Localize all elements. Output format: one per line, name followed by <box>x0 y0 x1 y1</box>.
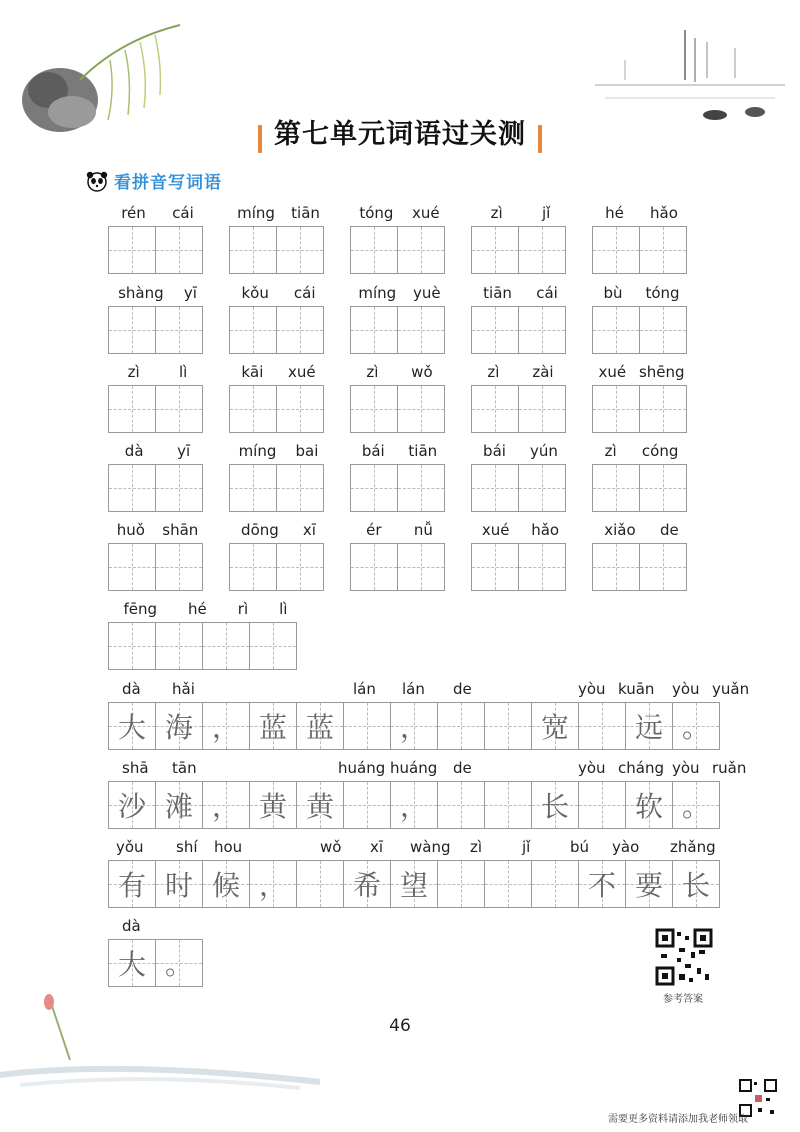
sentence-pinyin: zì <box>470 838 483 856</box>
sentence-char: 。 <box>681 711 710 744</box>
pinyin-syllable: hé <box>188 600 207 618</box>
sentence-char: 宽 <box>540 711 569 744</box>
pinyin-syllable: wǒ <box>411 363 433 381</box>
pinyin-syllable: bái <box>483 442 506 460</box>
pinyin-syllable: cái <box>536 284 558 302</box>
pinyin-syllable: xué <box>481 521 510 539</box>
sentence-cell-blank[interactable] <box>343 781 391 829</box>
sentence-cell-filled <box>672 860 720 908</box>
pinyin-syllable: yuè <box>412 284 441 302</box>
sentence-cell-blank[interactable] <box>343 702 391 750</box>
page-title: 第七单元词语过关测 <box>274 119 526 150</box>
sentence-pinyin: yòu <box>578 680 606 698</box>
pinyin-syllable: cóng <box>641 442 679 460</box>
sentence-pinyin: de <box>453 680 472 698</box>
pinyin-syllable: rì <box>237 600 249 618</box>
pinyin-syllable: shēng <box>638 363 685 381</box>
sentence-cell-filled <box>108 702 156 750</box>
pinyin-syllable: zì <box>127 363 140 381</box>
sentence-cell-blank[interactable] <box>578 781 626 829</box>
sentence-pinyin: shā <box>122 759 149 777</box>
pinyin-syllable: kǒu <box>241 284 269 302</box>
sentence-pinyin: xī <box>370 838 384 856</box>
sentence-cell-filled <box>296 702 344 750</box>
sentence-pinyin: hǎi <box>172 680 195 698</box>
sentence-char: ， <box>211 711 240 744</box>
pinyin-syllable: hǎo <box>650 204 678 222</box>
sentence-cell-blank[interactable] <box>578 702 626 750</box>
pinyin-syllable: jǐ <box>541 204 551 222</box>
pinyin-syllable: huǒ <box>116 521 145 539</box>
section-label: 看拼音写词语 <box>114 173 222 193</box>
sentence-cell-filled <box>155 939 203 987</box>
pinyin-syllable: shān <box>162 521 199 539</box>
sentence-pinyin: lán <box>402 680 425 698</box>
pinyin-syllable: bù <box>603 284 623 302</box>
sentence-cell-filled <box>202 781 250 829</box>
pinyin-syllable: fēng <box>123 600 158 618</box>
sentence-pinyin: shí <box>176 838 198 856</box>
pinyin-syllable: tiān <box>291 204 320 222</box>
sentence-pinyin: dà <box>122 680 141 698</box>
sentence-line <box>108 838 732 913</box>
sentence-char: 长 <box>540 790 569 823</box>
pinyin-syllable: lì <box>178 363 188 381</box>
sentence-cell-filled <box>296 781 344 829</box>
sentence-char: 软 <box>634 790 663 823</box>
sentence-cell-blank[interactable] <box>484 702 532 750</box>
sentence-pinyin: jǐ <box>522 838 531 856</box>
sentence-pinyin: lán <box>353 680 376 698</box>
sentence-char: 长 <box>681 869 710 902</box>
sentence-cell-filled <box>390 860 438 908</box>
sentence-char: 希 <box>352 869 381 902</box>
sentence-cell-filled <box>625 860 673 908</box>
pinyin-syllable: xiǎo <box>604 521 636 539</box>
sentence-cell-blank[interactable] <box>484 860 532 908</box>
sentence-pinyin: yuǎn <box>712 680 750 698</box>
sentence-char: 滩 <box>164 790 193 823</box>
pinyin-syllable: zài <box>532 363 554 381</box>
sentence-cell-filled <box>672 781 720 829</box>
pinyin-syllable: nǚ <box>413 521 433 539</box>
sentence-pinyin: yǒu <box>116 838 144 856</box>
sentence-cell-blank[interactable] <box>484 781 532 829</box>
sentence-cell-filled <box>531 702 579 750</box>
sentence-line <box>108 680 750 755</box>
sentence-pinyin: yòu <box>578 759 606 777</box>
pinyin-syllable: yī <box>183 284 197 302</box>
sentence-line <box>108 759 747 834</box>
sentence-cell-blank[interactable] <box>437 781 485 829</box>
pinyin-syllable: xué <box>598 363 627 381</box>
sentence-char: 蓝 <box>305 711 334 744</box>
sentence-char: 蓝 <box>258 711 287 744</box>
sentence-char: 黄 <box>305 790 334 823</box>
sentence-char: 海 <box>164 711 193 744</box>
sentence-pinyin: zhǎng <box>670 838 716 856</box>
sentence-line <box>108 917 204 992</box>
sentence-cell-blank[interactable] <box>531 860 579 908</box>
sentence-char: 要 <box>634 869 663 902</box>
pinyin-syllable: míng <box>358 284 397 302</box>
pinyin-syllable: ér <box>366 521 382 539</box>
pinyin-syllable: shàng <box>118 284 164 302</box>
sentence-char: 。 <box>164 948 193 981</box>
sentence-char: 沙 <box>117 790 146 823</box>
sentence-cell-filled <box>155 702 203 750</box>
sentence-pinyin: yòu <box>672 680 700 698</box>
sentence-char: 黄 <box>258 790 287 823</box>
sentence-pinyin: ruǎn <box>712 759 747 777</box>
pinyin-syllable: hǎo <box>531 521 560 539</box>
sentence-cell-filled <box>625 781 673 829</box>
sentence-cell-filled <box>531 781 579 829</box>
pinyin-syllable: bai <box>295 442 319 460</box>
pinyin-syllable: tóng <box>359 204 394 222</box>
page-number: 46 <box>389 1016 411 1036</box>
pinyin-syllable: xī <box>302 521 316 539</box>
sentence-cell-filled <box>155 860 203 908</box>
sentence-cell-filled <box>108 939 156 987</box>
pinyin-syllable: zì <box>487 363 500 381</box>
sentence-char: 望 <box>399 869 428 902</box>
qr-caption: 参考答案 <box>663 994 703 1005</box>
sentence-char: 大 <box>117 948 146 981</box>
sentence-char: 不 <box>587 869 616 902</box>
sentence-cell-filled <box>390 702 438 750</box>
pinyin-syllable: yī <box>177 442 191 460</box>
sentence-char: 时 <box>164 869 193 902</box>
sentence-cell-blank[interactable] <box>437 860 485 908</box>
sentence-cell-filled <box>108 781 156 829</box>
pinyin-syllable: yún <box>530 442 558 460</box>
sentence-pinyin: yào <box>612 838 640 856</box>
sentence-cell-filled <box>249 702 297 750</box>
sentence-char: 大 <box>117 711 146 744</box>
sentence-pinyin: huáng <box>390 759 438 777</box>
sentence-cell-filled <box>249 781 297 829</box>
sentence-cell-filled <box>390 781 438 829</box>
sentence-pinyin: yòu <box>672 759 700 777</box>
pinyin-syllable: rén <box>121 204 146 222</box>
pinyin-syllable: dōng <box>241 521 279 539</box>
sentence-char: 。 <box>681 790 710 823</box>
answer-qr-code[interactable] <box>655 928 713 986</box>
sentence-char: 候 <box>211 869 240 902</box>
sentence-char: ， <box>399 711 428 744</box>
sentence-pinyin: wǒ <box>320 838 342 856</box>
pinyin-syllable: xué <box>412 204 440 222</box>
pinyin-syllable: zì <box>490 204 503 222</box>
pinyin-syllable: hé <box>605 204 624 222</box>
pinyin-syllable: bái <box>361 442 385 460</box>
pinyin-syllable: kāi <box>241 363 264 381</box>
pinyin-syllable: tiān <box>408 442 438 460</box>
sentence-char: ， <box>258 869 287 902</box>
pinyin-syllable: cái <box>293 284 316 302</box>
sentence-cell-filled <box>625 702 673 750</box>
sentence-pinyin: kuān <box>618 680 655 698</box>
sentence-cell-filled <box>155 781 203 829</box>
pinyin-syllable: tóng <box>645 284 680 302</box>
sentence-char: ， <box>399 790 428 823</box>
sentence-pinyin: hou <box>214 838 243 856</box>
pinyin-syllable: tiān <box>483 284 512 302</box>
sentence-pinyin: dà <box>122 917 141 935</box>
pinyin-syllable: de <box>660 521 679 539</box>
footer-note: 需要更多资料请添加我老师领取 <box>608 1114 748 1125</box>
pinyin-syllable: lì <box>279 600 288 618</box>
sentence-pinyin: cháng <box>618 759 664 777</box>
sentence-pinyin: tān <box>172 759 197 777</box>
sentence-cell-filled <box>672 702 720 750</box>
pinyin-syllable: dà <box>124 442 144 460</box>
pinyin-syllable: míng <box>238 442 277 460</box>
pinyin-syllable: míng <box>237 204 275 222</box>
sentence-pinyin: huáng <box>338 759 386 777</box>
sentence-pinyin: wàng <box>410 838 451 856</box>
sentence-cell-filled <box>578 860 626 908</box>
pinyin-syllable: cái <box>172 204 194 222</box>
sentence-cell-filled <box>108 860 156 908</box>
sentence-pinyin: de <box>453 759 472 777</box>
sentence-cell-filled <box>202 860 250 908</box>
sentence-cell-blank[interactable] <box>296 860 344 908</box>
sentence-cell-filled <box>249 860 297 908</box>
sentence-char: ， <box>211 790 240 823</box>
sentence-cell-filled <box>343 860 391 908</box>
sentence-cell-blank[interactable] <box>437 702 485 750</box>
pinyin-syllable: zì <box>366 363 379 381</box>
sentence-cell-filled <box>202 702 250 750</box>
sentence-char: 远 <box>634 711 663 744</box>
pinyin-syllable: zì <box>604 442 617 460</box>
sentence-char: 有 <box>117 869 146 902</box>
pinyin-syllable: xué <box>288 363 316 381</box>
sentence-pinyin: bú <box>570 838 590 856</box>
